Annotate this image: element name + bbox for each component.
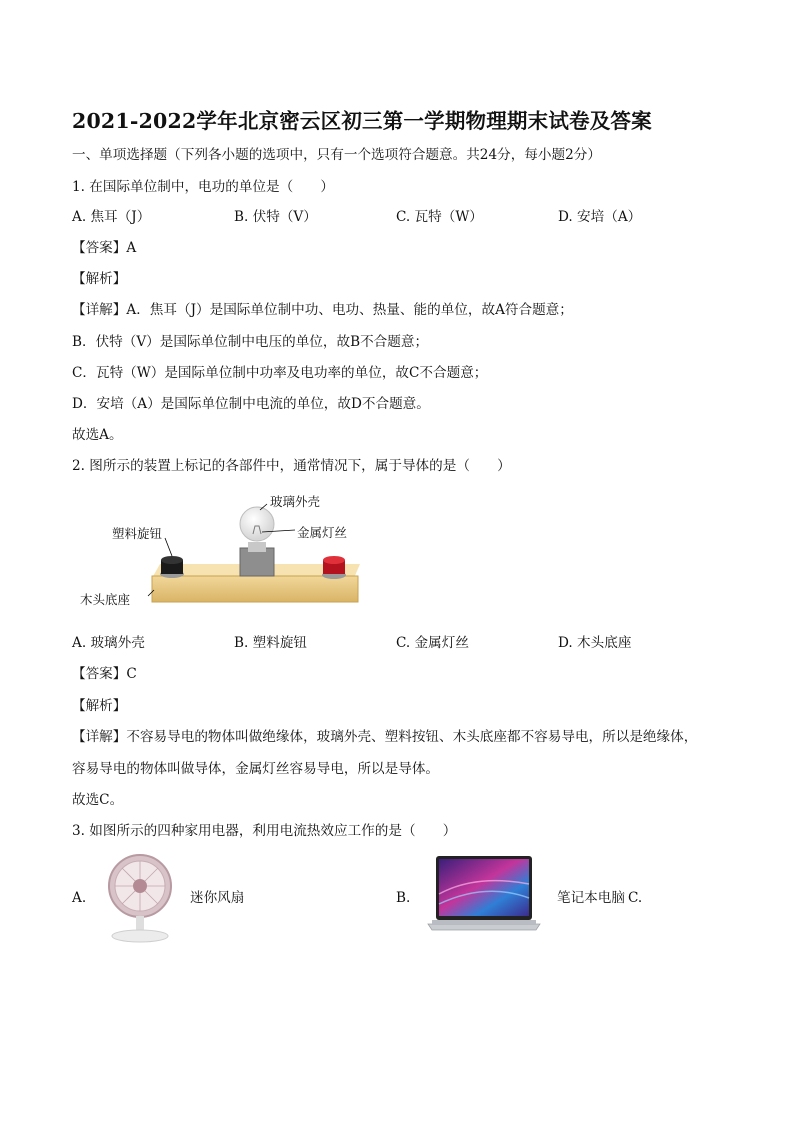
section-heading: 一、单项选择题（下列各小题的选项中，只有一个选项符合题意。共24分，每小题2分）: [72, 147, 601, 163]
label-plastic-knob: 塑料旋钮: [112, 526, 163, 541]
q1-stem: 1. 在国际单位制中，电功的单位是（ ）: [72, 179, 334, 195]
lamp-socket: [240, 542, 274, 576]
q1-answer: 【答案】A: [72, 240, 137, 256]
q3-stem: 3. 如图所示的四种家用电器，利用电流热效应工作的是（ ）: [72, 823, 457, 839]
laptop-image: [426, 854, 542, 936]
glass-bulb: [240, 507, 274, 541]
q2-analysis-heading: 【解析】: [72, 698, 127, 714]
q2-answer: 【答案】C: [72, 666, 137, 682]
q1-analysis-heading: 【解析】: [72, 271, 127, 287]
q1-detail-3: C．瓦特（W）是国际单位制中功率及电功率的单位，故C不合题意；: [72, 365, 488, 381]
q3-option-b-letter: B.: [396, 890, 411, 906]
laptop-icon: [426, 854, 542, 936]
q2-detail-2: 容易导电的物体叫做导体，金属灯丝容易导电，所以是导体。: [72, 761, 440, 777]
fan-icon: [104, 852, 176, 944]
q2-option-c: C. 金属灯丝: [396, 635, 469, 651]
q1-detail-2: B．伏特（V）是国际单位制中电压的单位，故B不合题意；: [72, 334, 429, 350]
plastic-knob: [160, 556, 184, 578]
document-title: 2021-2022学年北京密云区初三第一学期物理期末试卷及答案: [72, 109, 652, 133]
q2-option-a: A. 玻璃外壳: [72, 635, 145, 651]
q2-conclusion: 故选C。: [72, 792, 124, 808]
q3-option-a-letter: A.: [72, 890, 87, 906]
q2-option-d: D. 木头底座: [558, 635, 632, 651]
q1-option-c: C. 瓦特（W）: [396, 209, 483, 225]
label-glass-shell: 玻璃外壳: [270, 494, 321, 509]
q1-option-a: A. 焦耳（J）: [72, 209, 151, 225]
q3-option-a-label: 迷你风扇: [190, 890, 245, 906]
mini-fan-image: [104, 852, 176, 944]
red-knob: [322, 556, 346, 579]
q2-option-b: B. 塑料旋钮: [234, 635, 308, 651]
q1-detail-4: D．安培（A）是国际单位制中电流的单位，故D不合题意。: [72, 396, 430, 412]
q3-option-c-letter: C.: [628, 890, 643, 906]
q1-option-b: B. 伏特（V）: [234, 209, 317, 225]
label-wooden-base: 木头底座: [80, 592, 131, 607]
label-metal-filament: 金属灯丝: [297, 525, 348, 540]
q1-detail-1: 【详解】A．焦耳（J）是国际单位制中功、电功、热量、能的单位，故A符合题意；: [72, 302, 573, 318]
q2-stem: 2. 图所示的装置上标记的各部件中，通常情况下，属于导体的是（ ）: [72, 458, 511, 474]
q1-option-d: D. 安培（A）: [558, 209, 642, 225]
q3-option-b-label: 笔记本电脑: [557, 890, 625, 906]
q2-detail-1: 【详解】不容易导电的物体叫做绝缘体，玻璃外壳、塑料按钮、木头底座都不容易导电，所以是绝缘体，: [72, 729, 698, 745]
q1-conclusion: 故选A。: [72, 427, 123, 443]
